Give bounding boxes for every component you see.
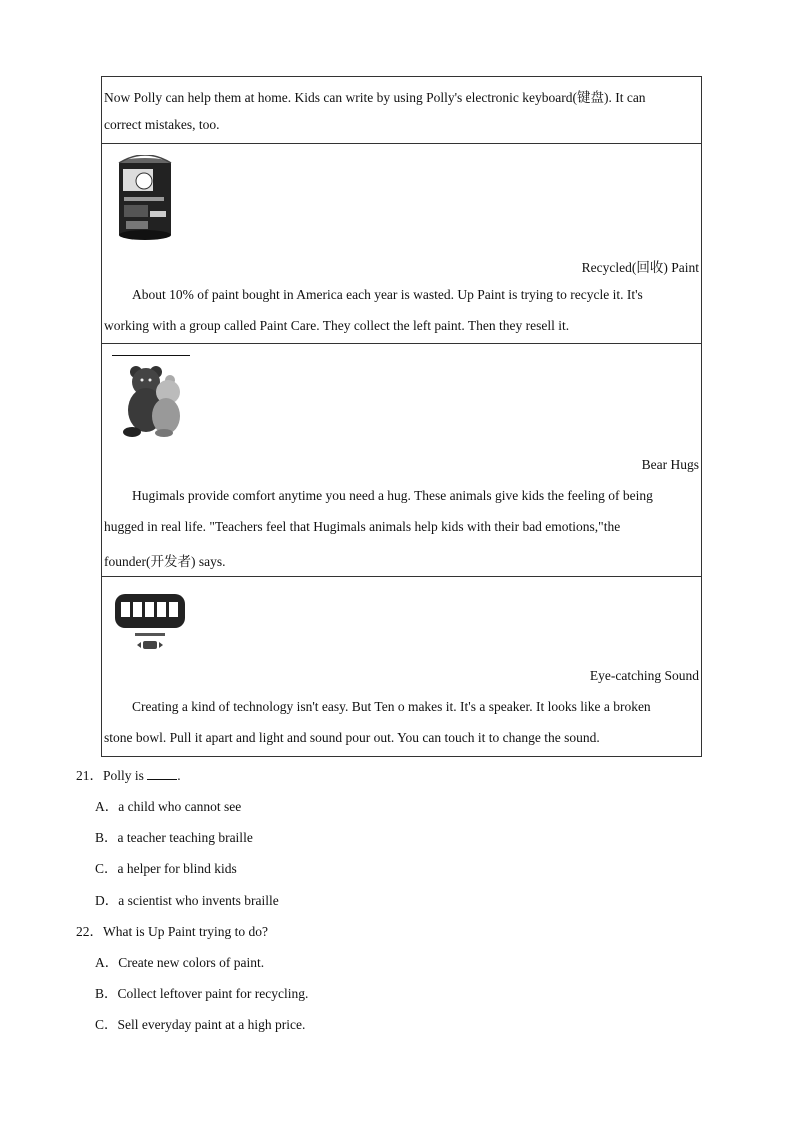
paint-cell xyxy=(102,143,701,343)
question-21-stem xyxy=(76,764,181,784)
option-21-d[interactable] xyxy=(95,889,279,909)
option-text: Create new colors of paint. xyxy=(118,955,265,970)
option-letter: A． xyxy=(95,955,119,970)
option-21-c[interactable] xyxy=(95,857,237,877)
paint-can-image xyxy=(114,155,176,241)
option-21-b[interactable] xyxy=(95,826,253,846)
intro-line-1: Now Polly can help them at home. Kids can write by using Polly's electronic keyboard(键盘). It can xyxy=(104,90,646,105)
option-letter: C． xyxy=(95,861,118,876)
question-stem-text: What is Up Paint trying to do? xyxy=(103,924,268,939)
bears-line-2: hugged in real life. "Teachers feel that Hugimals animals help kids with their bad emotions,"the xyxy=(104,519,621,534)
teddy-bears-image xyxy=(114,358,190,438)
option-letter: D． xyxy=(95,893,119,908)
option-text: a helper for blind kids xyxy=(117,861,237,876)
speaker-image xyxy=(113,592,187,654)
option-letter: A． xyxy=(95,799,119,814)
question-stem-end: . xyxy=(177,768,181,783)
question-number: 21． xyxy=(76,768,103,783)
sound-line-1: Creating a kind of technology isn't easy. But Ten o makes it. It's a speaker. It looks like a broken xyxy=(132,699,651,714)
question-number: 22． xyxy=(76,924,103,939)
option-letter: C． xyxy=(95,1017,118,1032)
separator-line xyxy=(112,355,190,356)
paint-line-1: About 10% of paint bought in America each year is wasted. Up Paint is trying to recycle it. It's xyxy=(132,287,643,302)
option-text: Sell everyday paint at a high price. xyxy=(117,1017,306,1032)
option-text: Collect leftover paint for recycling. xyxy=(117,986,309,1001)
option-text: a scientist who invents braille xyxy=(118,893,279,908)
bears-line-1: Hugimals provide comfort anytime you need a hug. These animals give kids the feeling of being xyxy=(132,488,653,503)
sound-cell xyxy=(102,576,701,756)
sound-line-2: stone bowl. Pull it apart and light and sound pour out. You can touch it to change the sound. xyxy=(104,730,600,745)
sound-title: Eye-catching Sound xyxy=(589,668,699,683)
bears-title: Bear Hugs xyxy=(641,457,699,472)
paint-title: Recycled(回收) Paint xyxy=(581,260,699,275)
option-22-b[interactable] xyxy=(95,982,308,1002)
option-text: a teacher teaching braille xyxy=(117,830,253,845)
passage-table xyxy=(101,76,702,757)
option-letter: B． xyxy=(95,830,118,845)
paint-line-2: working with a group called Paint Care. They collect the left paint. Then they resell it. xyxy=(104,318,570,333)
question-22-stem xyxy=(76,920,268,940)
option-21-a[interactable] xyxy=(95,795,241,815)
bears-cell xyxy=(102,343,701,576)
option-22-a[interactable] xyxy=(95,951,264,971)
option-letter: B． xyxy=(95,986,118,1001)
option-22-c[interactable] xyxy=(95,1013,305,1033)
intro-line-2: correct mistakes, too. xyxy=(104,117,220,132)
question-stem-text: Polly is xyxy=(103,768,148,783)
option-text: a child who cannot see xyxy=(118,799,242,814)
bears-line-3: founder(开发者) says. xyxy=(104,554,226,569)
answer-blank xyxy=(147,767,177,780)
intro-cell xyxy=(102,77,701,143)
